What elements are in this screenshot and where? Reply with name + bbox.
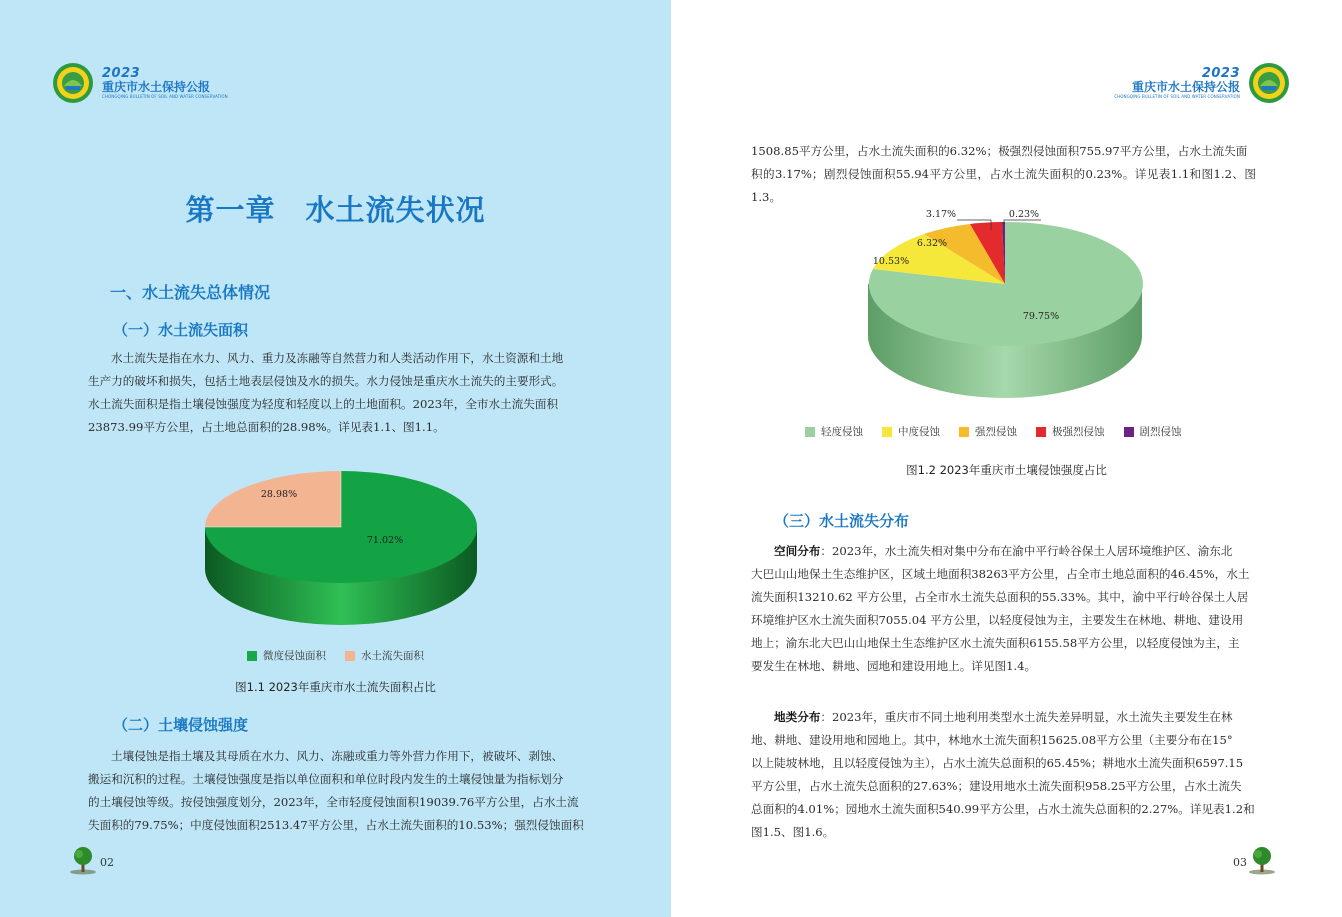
paragraph-erosion-intensity: 土壤侵蚀是指土壤及其母质在水力、风力、冻融或重力等外营力作用下，被破坏、剥蚀、 搬运和沉积的过程。土壤侵蚀强度是指以单位面积和单位时段内发生的土壤侵蚀量为指标划分 的土壤侵蚀等级。按侵蚀强度划分，2023年，全市轻度侵蚀面积19039.76平方公里，占水土流 失面积的79.75%；中度侵蚀面积2513.47平方公里，占水土流失面积的10.53%；强烈侵蚀面积 <box>88 749 584 832</box>
figure-1-2-caption: 图1.2 2023年重庆市土壤侵蚀强度占比 <box>906 463 1107 477</box>
pie2-label-1: 79.75% <box>1022 311 1060 322</box>
logo-year-right: 2023 <box>1201 66 1240 81</box>
bulletin-emblem-icon <box>52 62 94 104</box>
page-number-left: 02 <box>100 856 114 869</box>
pie1-legend-item-1: 微度侵蚀面积 <box>247 648 326 663</box>
right-page <box>671 0 1342 917</box>
figure-1-1-caption: 图1.1 2023年重庆市水土流失面积占比 <box>235 680 436 694</box>
tree-icon-right <box>1247 845 1277 875</box>
pie2-legend-item-3: 强烈侵蚀 <box>959 424 1017 439</box>
paragraph-erosion-area: 水土流失是指在水力、风力、重力及冻融等自然营力和人类活动作用下，水土资源和土地 生产力的破坏和损失，包括土地表层侵蚀及水的损失。水力侵蚀是重庆水土流失的主要形式。 水土流失面积是指土壤侵蚀强度为轻度和轻度以上的土地面积。2023年，全市水土流失面积 23873.99平方公里，占土地总面积的28.98%。详见表1.1、图1.1。 <box>88 351 564 434</box>
pie2-label-4: 3.17% <box>925 209 957 220</box>
pie2-legend-item-4: 极强烈侵蚀 <box>1036 424 1105 439</box>
subsection-heading-distribution: （三）水土流失分布 <box>774 512 910 530</box>
pie2-legend-item-1: 轻度侵蚀 <box>805 424 863 439</box>
page-number-right: 03 <box>1233 856 1247 869</box>
section-heading-overview: 一、水土流失总体情况 <box>110 283 271 302</box>
pie2-label-2: 10.53% <box>872 256 910 267</box>
tree-icon <box>68 845 98 875</box>
pie1-label-1: 71.02% <box>366 535 404 546</box>
paragraph-landuse-distribution: 地类分布：2023年，重庆市不同土地利用类型水土流失差异明显，水土流失主要发生在林 地、耕地、建设用地和园地上。其中，林地水土流失面积15625.08平方公里（主要分布在15° 以上陡坡林地，且以轻度侵蚀为主），占水土流失总面积的65.45%；耕地水土流失面积6597.15 平方公里，占水土流失总面积的27.63%；建设用地水土流失面积958.25平方公里，占水土流失 总面积的4.01%；园地水土流失面积540.99平方公里，占水土流失总面积的2.27%。详见表1.2和 图1.5、图1.6。 <box>751 710 1255 839</box>
pie1-legend <box>247 648 443 663</box>
chapter-title: 第一章 水土流失状况 <box>185 193 486 227</box>
landuse-distribution-label: 地类分布 <box>774 710 821 724</box>
paragraph-intensity-continued: 1508.85平方公里，占水土流失面积的6.32%；极强烈侵蚀面积755.97平方公里，占水土流失面 积的3.17%；剧烈侵蚀面积55.94平方公里，占水土流失面积的0.23%。详见表1.1和图1.2、图1.3。 <box>751 144 1256 204</box>
subsection-heading-area: （一）水土流失面积 <box>113 321 249 339</box>
pie1-label-2: 28.98% <box>260 489 298 500</box>
paragraph-spatial-distribution: 空间分布：2023年，水土流失相对集中分布在渝中平行岭谷保土人居环境维护区、渝东北 大巴山山地保土生态维护区，区域土地面积38263平方公里，占全市土地总面积的46.45%，水土 流失面积13210.62 平方公里，占全市水土流失总面积的55.33%。其中，渝中平行岭谷保土人居 环境维护区水土流失面积7055.04 平方公里，以轻度侵蚀为主，主要发生在林地、耕地、建设用 地上；渝东北大巴山山地保土生态维护区水土流失面积6155.58平方公里，以轻度侵蚀为主，主 要发生在林地、耕地、园地和建设用地上。详见图1.4。 <box>751 544 1250 673</box>
logo-subtitle-right: CHONGQING BULLETIN OF SOIL AND WATER CONSERVATION <box>1114 94 1240 99</box>
logo-subtitle: CHONGQING BULLETIN OF SOIL AND WATER CONSERVATION <box>102 94 228 99</box>
logo-year: 2023 <box>102 66 141 81</box>
bulletin-logo-right <box>1114 62 1290 104</box>
pie2-legend-item-5: 剧烈侵蚀 <box>1124 424 1182 439</box>
pie-chart-erosion-intensity <box>861 200 1151 410</box>
logo-title: 重庆市水土保持公报 <box>102 80 211 94</box>
pie2-label-3: 6.32% <box>916 238 948 249</box>
pie-chart-erosion-area <box>195 445 485 635</box>
spatial-distribution-label: 空间分布 <box>774 544 821 558</box>
pie2-legend-item-2: 中度侵蚀 <box>882 424 940 439</box>
pie2-label-5: 0.23% <box>1008 209 1040 220</box>
bulletin-logo <box>52 62 228 104</box>
pie1-legend-item-2: 水土流失面积 <box>345 648 424 663</box>
logo-title-right: 重庆市水土保持公报 <box>1131 80 1240 94</box>
bulletin-emblem-icon-right <box>1248 62 1290 104</box>
subsection-heading-intensity: （二）土壤侵蚀强度 <box>113 716 249 734</box>
pie2-legend <box>805 424 1201 439</box>
